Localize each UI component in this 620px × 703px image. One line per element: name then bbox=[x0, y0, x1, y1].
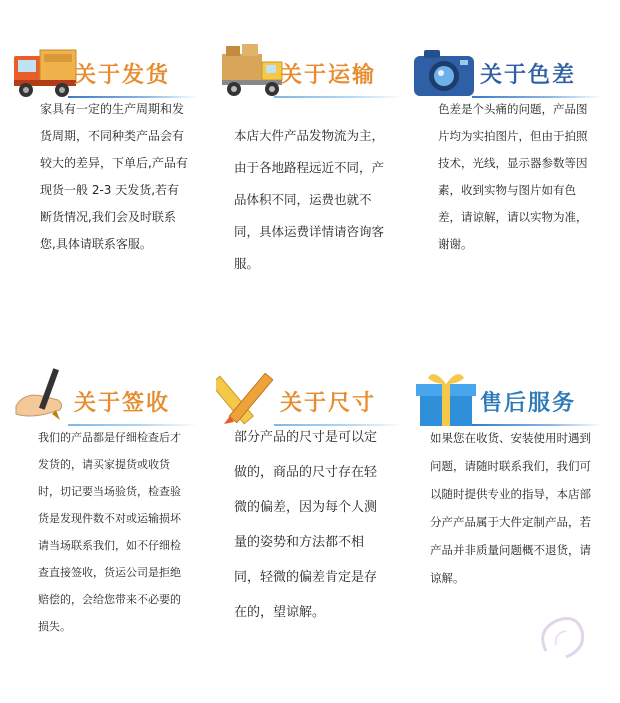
card-title: 关于运输 bbox=[280, 63, 377, 88]
card-signing bbox=[0, 358, 206, 698]
card-body-text: 部分产品的尺寸是可以定做的，商品的尺寸存在轻微的偏差，因为每个人测量的姿势和方法都不相同，轻微的偏差肯定是存在的，望谅解。 bbox=[234, 430, 378, 620]
card-title: 关于发货 bbox=[74, 63, 171, 88]
card-title: 售后服务 bbox=[480, 391, 577, 416]
card-color-difference bbox=[410, 30, 616, 370]
card-body-text: 色差是个头痛的问题，产品图片均为实拍图片，但由于拍照技术，光线，显示器参数等因素，收到实物与图片如有色差，请谅解，请以实物为准，谢谢。 bbox=[438, 102, 588, 251]
card-body-text: 如果您在收货、安装使用时遇到问题，请随时联系我们，我们可以随时提供专业的指导，本店部分产产品属于大件定制产品，若产品并非质量问题概不退货，请谅解。 bbox=[430, 431, 591, 585]
card-size bbox=[206, 358, 412, 698]
card-body-text: 本店大件产品发物流为主，由于各地路程远近不同，产品体积不同，运费也就不同，具体运费详情请咨询客服。 bbox=[234, 128, 385, 271]
card-body-text: 我们的产品都是仔细检查后才发货的，请买家提货或收货时，切记要当场验货，检查验货是发现件数不对或运输损坏请当场联系我们，如不仔细检查直接签收，货运公司是拒绝赔偿的，会给您带来不必要的损失。 bbox=[38, 431, 181, 633]
card-header bbox=[206, 30, 412, 110]
watermark-logo-icon bbox=[526, 601, 596, 671]
card-body-text: 家具有一定的生产周期和发货周期，不同种类产品会有较大的差异，下单后,产品有现货一般 2-3 天发货,若有断货情况,我们会及时联系您,具体请联系客服。 bbox=[40, 102, 188, 251]
card-title: 关于签收 bbox=[74, 391, 171, 416]
card-shipping bbox=[0, 30, 206, 370]
title-underline bbox=[274, 96, 404, 98]
card-transport bbox=[206, 30, 412, 370]
card-title: 关于尺寸 bbox=[280, 391, 377, 416]
card-title: 关于色差 bbox=[480, 63, 577, 88]
